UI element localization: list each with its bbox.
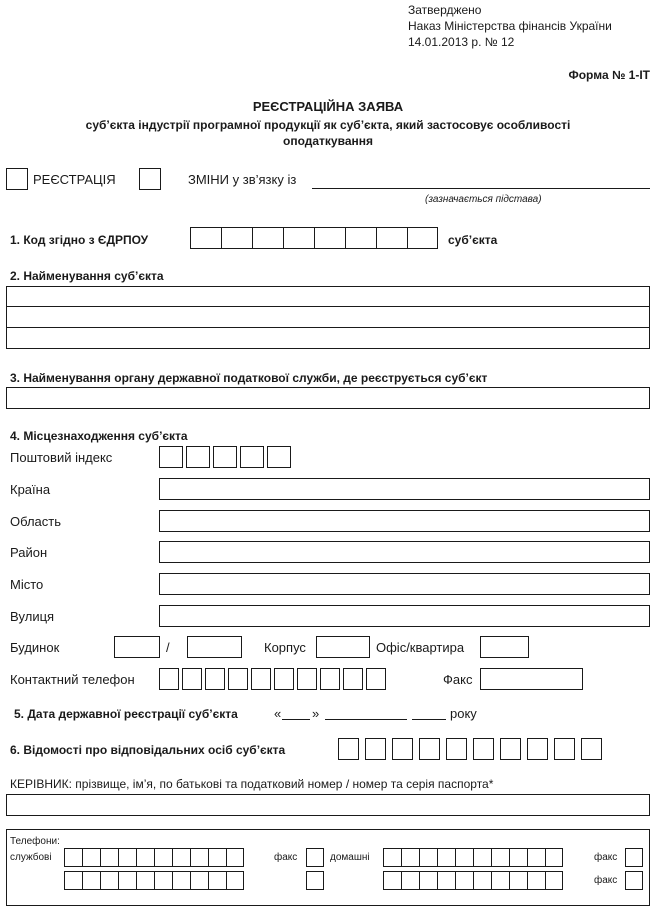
- edrpou-suffix: суб’єкта: [448, 233, 498, 247]
- quote-close: »: [312, 706, 320, 721]
- reg-date-label: 5. Дата державної реєстрації суб’єкта: [14, 707, 238, 721]
- location-label: 4. Місцезнаходження суб’єкта: [10, 429, 188, 443]
- office-fax-cell-2[interactable]: [306, 871, 324, 890]
- basis-hint: (зазначається підстава): [425, 194, 542, 205]
- quote-open: «: [274, 706, 282, 721]
- region-label: Область: [10, 514, 62, 529]
- office-field[interactable]: [480, 636, 529, 658]
- phones-block: [6, 829, 650, 906]
- office-phones-label: службові: [10, 852, 52, 863]
- corpus-label: Корпус: [264, 640, 306, 655]
- district-field[interactable]: [159, 541, 650, 563]
- form-subtitle-2: оподаткування: [283, 134, 373, 148]
- home-phone-cells-row1[interactable]: [383, 848, 563, 867]
- home-phones-label: домашні: [330, 852, 370, 863]
- postal-label: Поштовий індекс: [10, 450, 113, 465]
- order-date: 14.01.2013 р. № 12: [408, 35, 515, 49]
- registration-label: РЕЄСТРАЦІЯ: [33, 172, 116, 187]
- order-label: Наказ Міністерства фінансів України: [408, 19, 612, 33]
- city-field[interactable]: [159, 573, 650, 595]
- building-fraction-field[interactable]: [187, 636, 242, 658]
- country-field[interactable]: [159, 478, 650, 500]
- reg-year-line[interactable]: [412, 719, 446, 720]
- reg-month-line[interactable]: [325, 719, 407, 720]
- home-fax-cell-2[interactable]: [625, 871, 643, 890]
- tax-office-field[interactable]: [6, 387, 650, 409]
- building-slash: /: [166, 640, 170, 655]
- phone-label: Контактний телефон: [10, 672, 135, 687]
- reg-day-line[interactable]: [282, 719, 310, 720]
- year-label: року: [450, 706, 477, 721]
- fax-field[interactable]: [480, 668, 583, 690]
- edrpou-label: 1. Код згідно з ЄДРПОУ: [10, 233, 149, 247]
- phones-label: Телефони:: [10, 836, 60, 847]
- changes-basis-line[interactable]: [312, 188, 650, 189]
- head-label: КЕРІВНИК: прізвище, ім’я, по батькові та податковий номер / номер та серія паспорта*: [10, 777, 494, 791]
- office-label: Офіс/квартира: [376, 640, 465, 655]
- subject-name-line-2[interactable]: [6, 306, 650, 328]
- office-fax-label: факс: [274, 852, 298, 863]
- subject-name-line-1[interactable]: [6, 286, 650, 307]
- form-number: Форма № 1-ІТ: [568, 68, 650, 82]
- postal-code-cells[interactable]: [159, 446, 291, 468]
- changes-label: ЗМІНИ у зв’язку із: [188, 172, 297, 187]
- home-fax-label: факс: [594, 852, 618, 863]
- responsible-code-cells[interactable]: [338, 738, 602, 760]
- fax-label: Факс: [443, 672, 473, 687]
- city-label: Місто: [10, 577, 44, 592]
- home-phone-cells-row2[interactable]: [383, 871, 563, 890]
- country-label: Країна: [10, 482, 51, 497]
- registration-checkbox[interactable]: [6, 168, 28, 190]
- subject-name-label: 2. Найменування суб’єкта: [10, 269, 164, 283]
- street-field[interactable]: [159, 605, 650, 627]
- home-fax-label-2: факс: [594, 875, 618, 886]
- head-field[interactable]: [6, 794, 650, 816]
- building-label: Будинок: [10, 640, 60, 655]
- office-fax-cell[interactable]: [306, 848, 324, 867]
- form-title: РЕЄСТРАЦІЙНА ЗАЯВА: [252, 99, 404, 114]
- district-label: Район: [10, 545, 48, 560]
- form-subtitle-1: суб’єкта індустрії програмної продукції як суб’єкта, який застосовує особливості: [85, 118, 571, 132]
- street-label: Вулиця: [10, 609, 55, 624]
- building-number-field[interactable]: [114, 636, 160, 658]
- corpus-field[interactable]: [316, 636, 370, 658]
- approved-label: Затверджено: [408, 3, 482, 17]
- region-field[interactable]: [159, 510, 650, 532]
- home-fax-cell[interactable]: [625, 848, 643, 867]
- changes-checkbox[interactable]: [139, 168, 161, 190]
- responsible-label: 6. Відомості про відповідальних осіб суб’єкта: [10, 743, 286, 757]
- office-phone-cells-row2[interactable]: [64, 871, 244, 890]
- subject-name-line-3[interactable]: [6, 327, 650, 349]
- phone-cells[interactable]: [159, 668, 386, 690]
- tax-office-label: 3. Найменування органу державної податкової служби, де реєструється суб’єкт: [10, 371, 488, 385]
- edrpou-code-cells[interactable]: [190, 227, 438, 249]
- office-phone-cells-row1[interactable]: [64, 848, 244, 867]
